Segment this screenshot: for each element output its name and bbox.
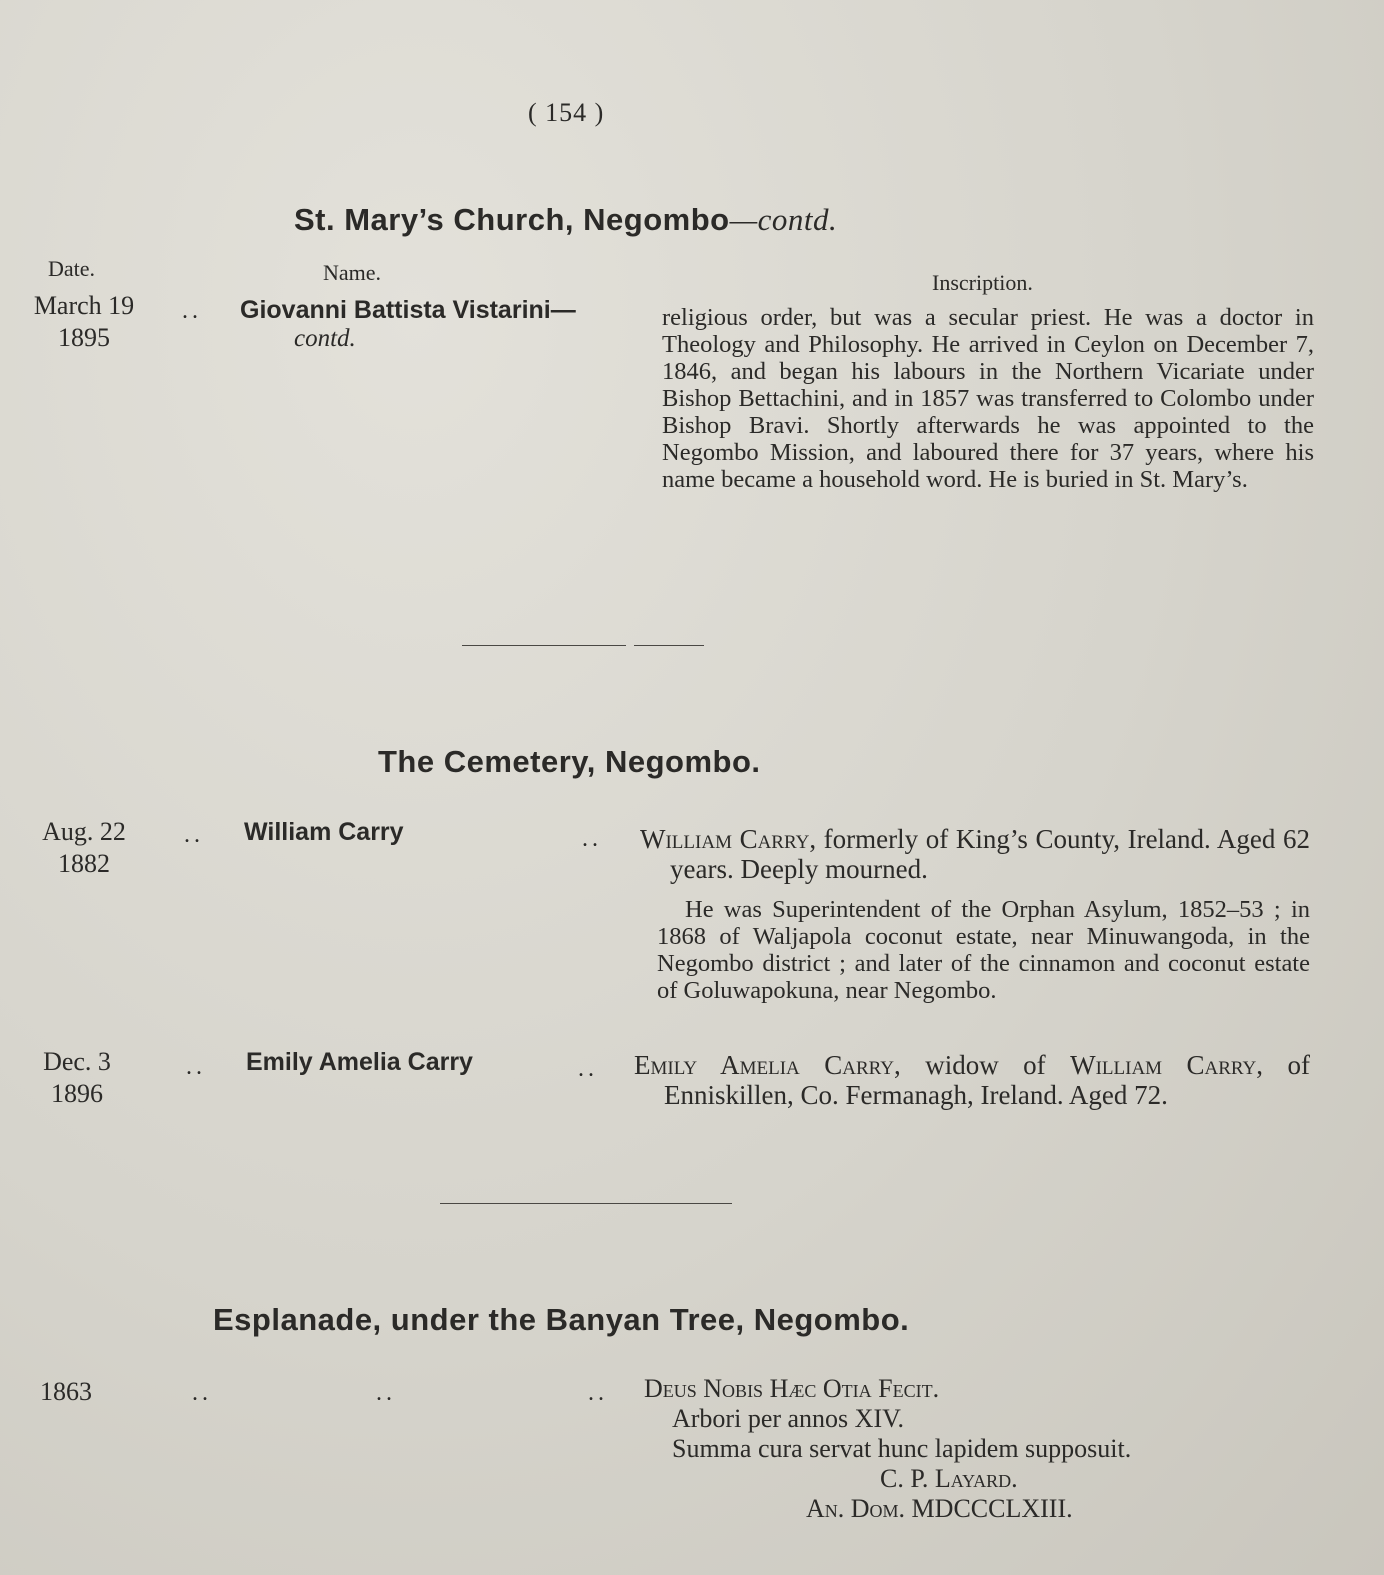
- column-header-inscription: Inscription.: [932, 270, 1033, 295]
- column-header-name: Name.: [323, 260, 382, 285]
- inscription-text: , formerly of King’s County, Ireland. Aged 62 years. Deeply mourned.: [670, 824, 1310, 884]
- leader-dots: ..: [182, 298, 202, 324]
- entry-biographical-note: He was Superintendent of the Orphan Asylum, 1852–53 ; in 1868 of Waljapola coconut estate, near Minuwangoda, in the Negombo district ; and later of the cinnamon and coconut estate of Goluwapokuna, near Negombo.: [657, 896, 1310, 1004]
- leader-dots: ..: [186, 1054, 206, 1080]
- section-title-st-marys: [294, 202, 837, 238]
- date-year: 1896: [51, 1079, 103, 1108]
- entry-name: William Carry: [244, 818, 404, 846]
- page-number: ( 154 ): [528, 98, 605, 127]
- section-title-text: St. Mary’s Church, Negombo: [294, 202, 730, 237]
- inscription-line: Deus Nobis Hæc Otia Fecit.: [644, 1374, 940, 1403]
- section-divider: [440, 1203, 732, 1204]
- entry-date: 1863: [40, 1377, 92, 1406]
- entry-inscription: religious order, but was a secular priest. He was a doctor in Theology and Philosophy. He arrived in Ceylon on December 7, 1846, and began his labours in the Northern Vicariate under Bishop Bettachini, and in 1857 was transferred to Colombo under Bishop Bravi. Shortly afterwards he was appointed to the Negombo Mission, and laboured there for 37 years, where his name became a household word. He is buried in St. Mary’s.: [662, 304, 1314, 493]
- inscription-name-sc: William Carry: [640, 824, 810, 854]
- section-divider: [462, 645, 626, 646]
- date-line: Aug. 22: [42, 817, 126, 846]
- leader-dots: ..: [192, 1380, 212, 1406]
- inscription-name-sc: Emily Amelia Carry: [634, 1050, 894, 1080]
- inscription-signature: C. P. Layard.: [880, 1464, 1018, 1493]
- inscription-line: Summa cura servat hunc lapidem supposuit.: [672, 1434, 1132, 1463]
- name-contd: contd.: [294, 325, 356, 352]
- inscription-line: Arbori per annos XIV.: [672, 1404, 905, 1433]
- inscription-date: An. Dom. MDCCCLXIII.: [806, 1494, 1073, 1523]
- section-title-cemetery: The Cemetery, Negombo.: [378, 744, 761, 779]
- entry-date: [18, 1046, 136, 1110]
- section-divider: [634, 645, 704, 646]
- column-header-date: Date.: [48, 256, 96, 281]
- inscription-text: , widow of: [893, 1050, 1071, 1080]
- entry-date: [20, 816, 148, 880]
- entry-inscription: [634, 1050, 1310, 1110]
- date-year: 1882: [58, 849, 110, 878]
- entry-date: [18, 290, 150, 354]
- leader-dots: ..: [184, 822, 204, 848]
- section-title-suffix: —contd.: [729, 202, 838, 237]
- latin-inscription: [644, 1374, 1284, 1524]
- inscription-text: , of Enniskillen, Co. Fermanagh, Ireland. Aged 72.: [664, 1050, 1310, 1110]
- name-text: Giovanni Battista Vistarini—: [240, 296, 576, 324]
- date-line: March 19: [33, 291, 135, 320]
- date-line: Dec. 3: [43, 1047, 111, 1076]
- entry-name: Emily Amelia Carry: [246, 1048, 473, 1076]
- leader-dots: ..: [376, 1380, 396, 1406]
- leader-dots: ..: [588, 1380, 608, 1406]
- leader-dots: ..: [578, 1056, 598, 1082]
- entry-inscription: [640, 824, 1310, 884]
- entry-name: [240, 296, 576, 353]
- date-year: 1895: [58, 323, 110, 352]
- inscription-name-sc: William Carry: [1070, 1050, 1257, 1080]
- leader-dots: ..: [582, 826, 602, 852]
- section-title-esplanade: Esplanade, under the Banyan Tree, Negombo.: [213, 1302, 910, 1337]
